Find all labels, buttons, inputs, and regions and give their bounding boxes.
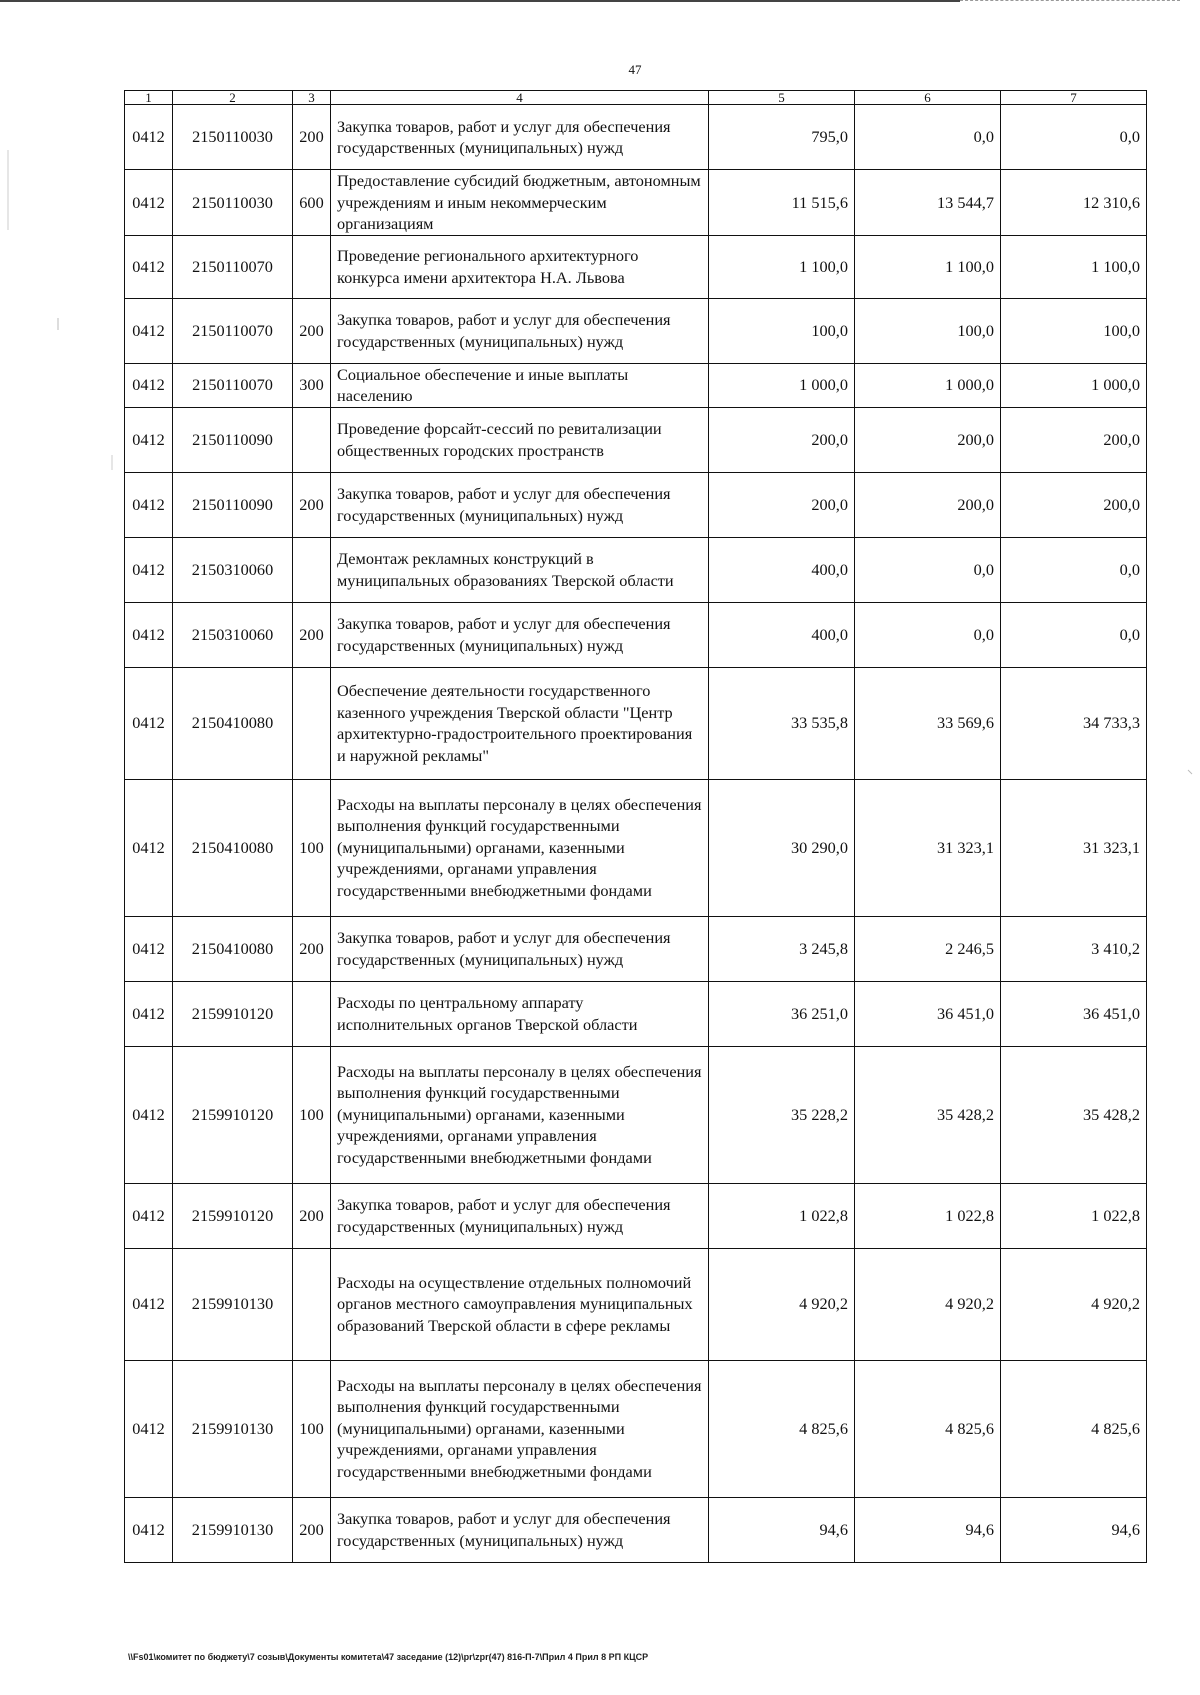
cell-value-col5: 200,0: [709, 407, 855, 472]
cell-section: 0412: [125, 105, 173, 170]
cell-target-code: 2150110090: [173, 407, 293, 472]
cell-target-code: 2150310060: [173, 602, 293, 667]
cell-value-col5: 1 022,8: [709, 1183, 855, 1248]
cell-name: Обеспечение деятельности государственного казенного учреждения Тверской области "Центр архитектурно-градостроительного проектирования и наружной рекламы": [331, 667, 709, 779]
cell-name: Расходы на выплаты персоналу в целях обеспечения выполнения функций государственными (муниципальными) органами, казенными учреждениями, органами управления государственными внебюджетными фондами: [331, 1046, 709, 1183]
cell-name: Закупка товаров, работ и услуг для обеспечения государственных (муниципальных) нужд: [331, 1497, 709, 1562]
cell-section: 0412: [125, 916, 173, 981]
cell-value-col6: 1 022,8: [855, 1183, 1001, 1248]
cell-name: Закупка товаров, работ и услуг для обеспечения государственных (муниципальных) нужд: [331, 1183, 709, 1248]
cell-name: Проведение форсайт-сессий по ревитализации общественных городских пространств: [331, 407, 709, 472]
cell-section: 0412: [125, 1046, 173, 1183]
cell-value-col5: 94,6: [709, 1497, 855, 1562]
cell-name: Социальное обеспечение и иные выплаты населению: [331, 363, 709, 407]
cell-section: 0412: [125, 779, 173, 916]
cell-value-col7: 12 310,6: [1001, 170, 1147, 236]
cell-value-col7: 4 920,2: [1001, 1248, 1147, 1360]
cell-target-code: 2150410080: [173, 779, 293, 916]
page-number: 47: [628, 62, 642, 77]
cell-value-col7: 0,0: [1001, 105, 1147, 170]
cell-expense-type: 100: [293, 1360, 331, 1497]
cell-target-code: 2159910130: [173, 1360, 293, 1497]
cell-target-code: 2150310060: [173, 537, 293, 602]
cell-target-code: 2159910120: [173, 981, 293, 1046]
cell-expense-type: 100: [293, 1046, 331, 1183]
cell-value-col6: 4 825,6: [855, 1360, 1001, 1497]
cell-value-col6: 4 920,2: [855, 1248, 1001, 1360]
cell-value-col5: 200,0: [709, 472, 855, 537]
cell-name: Предоставление субсидий бюджетным, автономным учреждениям и иным некоммерческим организациям: [331, 170, 709, 236]
cell-value-col7: 94,6: [1001, 1497, 1147, 1562]
cell-name: Расходы по центральному аппарату исполнительных органов Тверской области: [331, 981, 709, 1046]
header-col-3: 3: [293, 91, 331, 105]
cell-target-code: 2159910120: [173, 1046, 293, 1183]
cell-value-col6: 0,0: [855, 105, 1001, 170]
cell-expense-type: 300: [293, 363, 331, 407]
cell-target-code: 2150110030: [173, 170, 293, 236]
cell-section: 0412: [125, 1248, 173, 1360]
cell-section: 0412: [125, 1360, 173, 1497]
cell-value-col6: 200,0: [855, 407, 1001, 472]
cell-name: Демонтаж рекламных конструкций в муниципальных образованиях Тверской области: [331, 537, 709, 602]
cell-name: Закупка товаров, работ и услуг для обеспечения государственных (муниципальных) нужд: [331, 916, 709, 981]
cell-target-code: 2150110090: [173, 472, 293, 537]
cell-value-col7: 34 733,3: [1001, 667, 1147, 779]
cell-section: 0412: [125, 170, 173, 236]
cell-value-col7: 100,0: [1001, 298, 1147, 363]
cell-section: 0412: [125, 407, 173, 472]
cell-value-col7: 1 100,0: [1001, 235, 1147, 298]
cell-value-col5: 4 920,2: [709, 1248, 855, 1360]
cell-value-col7: 4 825,6: [1001, 1360, 1147, 1497]
cell-value-col6: 94,6: [855, 1497, 1001, 1562]
cell-target-code: 2150110070: [173, 363, 293, 407]
cell-name: Закупка товаров, работ и услуг для обеспечения государственных (муниципальных) нужд: [331, 298, 709, 363]
cell-value-col7: 36 451,0: [1001, 981, 1147, 1046]
cell-value-col5: 33 535,8: [709, 667, 855, 779]
cell-expense-type: 200: [293, 602, 331, 667]
cell-value-col5: 3 245,8: [709, 916, 855, 981]
cell-section: 0412: [125, 537, 173, 602]
cell-value-col7: 0,0: [1001, 537, 1147, 602]
cell-value-col5: 795,0: [709, 105, 855, 170]
cell-section: 0412: [125, 1183, 173, 1248]
cell-name: Расходы на осуществление отдельных полномочий органов местного самоуправления муниципальных образований Тверской области в сфере рекламы: [331, 1248, 709, 1360]
cell-value-col6: 13 544,7: [855, 170, 1001, 236]
cell-name: Расходы на выплаты персоналу в целях обеспечения выполнения функций государственными (муниципальными) органами, казенными учреждениями, органами управления государственными внебюджетными фондами: [331, 1360, 709, 1497]
cell-expense-type: 200: [293, 105, 331, 170]
cell-target-code: 2150410080: [173, 667, 293, 779]
cell-target-code: 2159910130: [173, 1497, 293, 1562]
header-col-7: 7: [1001, 91, 1147, 105]
cell-value-col6: 200,0: [855, 472, 1001, 537]
cell-value-col5: 1 100,0: [709, 235, 855, 298]
header-col-5: 5: [709, 91, 855, 105]
cell-expense-type: 200: [293, 1497, 331, 1562]
cell-name: Закупка товаров, работ и услуг для обеспечения государственных (муниципальных) нужд: [331, 472, 709, 537]
cell-value-col7: 200,0: [1001, 472, 1147, 537]
cell-value-col5: 36 251,0: [709, 981, 855, 1046]
cell-section: 0412: [125, 602, 173, 667]
header-col-2: 2: [173, 91, 293, 105]
cell-expense-type: 100: [293, 779, 331, 916]
cell-expense-type: 600: [293, 170, 331, 236]
cell-value-col5: 4 825,6: [709, 1360, 855, 1497]
cell-section: 0412: [125, 298, 173, 363]
cell-value-col5: 100,0: [709, 298, 855, 363]
cell-value-col7: 200,0: [1001, 407, 1147, 472]
cell-value-col6: 31 323,1: [855, 779, 1001, 916]
cell-target-code: 2150410080: [173, 916, 293, 981]
cell-value-col6: 33 569,6: [855, 667, 1001, 779]
header-col-1: 1: [125, 91, 173, 105]
header-col-6: 6: [855, 91, 1001, 105]
cell-value-col5: 400,0: [709, 602, 855, 667]
cell-value-col7: 3 410,2: [1001, 916, 1147, 981]
footer-file-path: \\Fs01\комитет по бюджету\7 созыв\Документы комитета\47 заседание (12)\pr\zpr(47) 816-П-7\Прил 4 Прил 8 РП КЦСР: [128, 1652, 649, 1662]
cell-value-col6: 0,0: [855, 602, 1001, 667]
cell-value-col6: 35 428,2: [855, 1046, 1001, 1183]
cell-value-col7: 1 000,0: [1001, 363, 1147, 407]
cell-value-col5: 11 515,6: [709, 170, 855, 236]
cell-name: Закупка товаров, работ и услуг для обеспечения государственных (муниципальных) нужд: [331, 602, 709, 667]
cell-expense-type: 200: [293, 472, 331, 537]
cell-value-col5: 30 290,0: [709, 779, 855, 916]
cell-target-code: 2159910120: [173, 1183, 293, 1248]
cell-section: 0412: [125, 667, 173, 779]
cell-target-code: 2150110070: [173, 298, 293, 363]
cell-value-col5: 400,0: [709, 537, 855, 602]
cell-section: 0412: [125, 235, 173, 298]
cell-value-col5: 35 228,2: [709, 1046, 855, 1183]
cell-section: 0412: [125, 1497, 173, 1562]
cell-expense-type: 200: [293, 1183, 331, 1248]
cell-section: 0412: [125, 472, 173, 537]
cell-value-col6: 1 100,0: [855, 235, 1001, 298]
cell-section: 0412: [125, 981, 173, 1046]
header-col-4: 4: [331, 91, 709, 105]
cell-value-col7: 35 428,2: [1001, 1046, 1147, 1183]
cell-value-col7: 0,0: [1001, 602, 1147, 667]
cell-value-col7: 31 323,1: [1001, 779, 1147, 916]
cell-value-col6: 1 000,0: [855, 363, 1001, 407]
cell-name: Закупка товаров, работ и услуг для обеспечения государственных (муниципальных) нужд: [331, 105, 709, 170]
cell-name: Проведение регионального архитектурного конкурса имени архитектора Н.А. Львова: [331, 235, 709, 298]
cell-value-col6: 2 246,5: [855, 916, 1001, 981]
cell-value-col5: 1 000,0: [709, 363, 855, 407]
cell-value-col6: 36 451,0: [855, 981, 1001, 1046]
cell-target-code: 2150110030: [173, 105, 293, 170]
cell-value-col6: 0,0: [855, 537, 1001, 602]
cell-expense-type: 200: [293, 298, 331, 363]
cell-expense-type: 200: [293, 916, 331, 981]
cell-section: 0412: [125, 363, 173, 407]
cell-name: Расходы на выплаты персоналу в целях обеспечения выполнения функций государственными (муниципальными) органами, казенными учреждениями, органами управления государственными внебюджетными фондами: [331, 779, 709, 916]
cell-target-code: 2150110070: [173, 235, 293, 298]
cell-value-col6: 100,0: [855, 298, 1001, 363]
cell-value-col7: 1 022,8: [1001, 1183, 1147, 1248]
cell-target-code: 2159910130: [173, 1248, 293, 1360]
